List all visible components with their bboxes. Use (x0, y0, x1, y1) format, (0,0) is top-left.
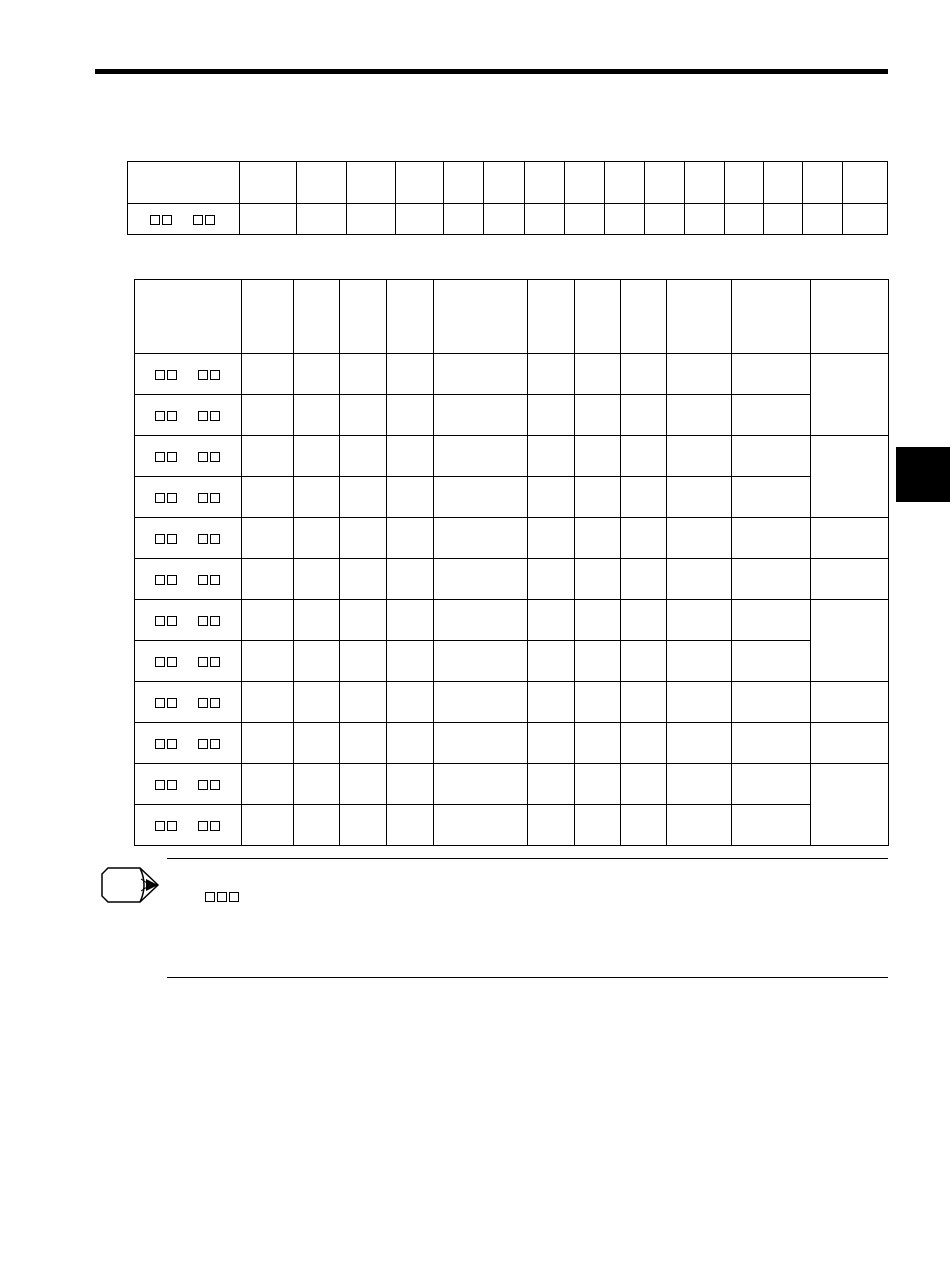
table-cell (242, 477, 294, 518)
table-cell (621, 805, 667, 846)
table-cell (732, 641, 811, 682)
table-cell (242, 518, 294, 559)
header-cell (732, 280, 811, 354)
table-cell (621, 395, 667, 436)
table-cell (528, 518, 575, 559)
table-cell (575, 764, 621, 805)
table-cell (575, 395, 621, 436)
table-cell (732, 559, 811, 600)
pencil-note-icon (100, 866, 164, 904)
table-cell (387, 559, 434, 600)
table-cell (340, 518, 387, 559)
table-cell (444, 204, 484, 235)
header-cell (444, 162, 484, 204)
table-cell (294, 477, 340, 518)
group-cell (811, 354, 889, 436)
header-cell (484, 162, 525, 204)
table-cell (340, 395, 387, 436)
table-cell (396, 204, 444, 235)
table-row (135, 764, 889, 805)
table-cell (242, 682, 294, 723)
table-cell (528, 805, 575, 846)
table-cell (340, 559, 387, 600)
table-cell (528, 436, 575, 477)
header-cell (340, 280, 387, 354)
table-cell (294, 723, 340, 764)
table-cell (575, 682, 621, 723)
table-cell (575, 354, 621, 395)
table-cell (434, 518, 528, 559)
table-cell (434, 436, 528, 477)
table-cell (667, 354, 732, 395)
table-cell (242, 641, 294, 682)
header-cell (240, 162, 297, 204)
header-cell (396, 162, 444, 204)
table-cell (732, 477, 811, 518)
table-cell (387, 518, 434, 559)
table-cell (605, 204, 645, 235)
model-code-cell (135, 764, 242, 805)
table-cell (575, 723, 621, 764)
table-cell (732, 600, 811, 641)
table-cell (340, 723, 387, 764)
table-cell (242, 354, 294, 395)
table-cell (434, 641, 528, 682)
table-row (135, 641, 889, 682)
group-cell (811, 682, 889, 723)
table-cell (528, 559, 575, 600)
table-cell (434, 395, 528, 436)
header-cell (802, 162, 842, 204)
header-cell (621, 280, 667, 354)
header-cell (525, 162, 565, 204)
table-cell (434, 354, 528, 395)
model-code-cell (135, 518, 242, 559)
header-cell (645, 162, 685, 204)
table-cell (621, 559, 667, 600)
table-cell (575, 436, 621, 477)
model-code-cell (135, 477, 242, 518)
header-cell (346, 162, 395, 204)
table-cell (294, 600, 340, 641)
table-cell (732, 682, 811, 723)
table-cell (484, 204, 525, 235)
table-cell (242, 559, 294, 600)
table-cell (340, 682, 387, 723)
table-cell (667, 805, 732, 846)
table-cell (685, 204, 725, 235)
table-cell (667, 764, 732, 805)
table-cell (732, 354, 811, 395)
table-cell (802, 204, 842, 235)
header-cell (842, 162, 887, 204)
group-cell (811, 723, 889, 764)
table-row (135, 354, 889, 395)
table-cell (294, 354, 340, 395)
table-cell (387, 436, 434, 477)
table-cell (528, 354, 575, 395)
table-header-row (135, 280, 889, 354)
table-cell (294, 518, 340, 559)
table-cell (242, 723, 294, 764)
table-row (135, 723, 889, 764)
header-cell (565, 162, 605, 204)
table-cell (340, 436, 387, 477)
chapter-tab (896, 447, 950, 502)
table-cell (528, 764, 575, 805)
table-cell (294, 682, 340, 723)
table-cell (387, 477, 434, 518)
table-cell (575, 600, 621, 641)
table-cell (667, 682, 732, 723)
header-cell (128, 162, 240, 204)
table-cell (763, 204, 802, 235)
table-cell (621, 436, 667, 477)
table-cell (621, 477, 667, 518)
header-cell (575, 280, 621, 354)
table-cell (528, 600, 575, 641)
group-cell (811, 600, 889, 682)
table-cell (387, 805, 434, 846)
table-cell (842, 204, 887, 235)
header-cell (135, 280, 242, 354)
table-cell (242, 600, 294, 641)
table-cell (294, 559, 340, 600)
table-cell (297, 204, 346, 235)
table-cell (242, 436, 294, 477)
table-row (135, 559, 889, 600)
spec-table-main (134, 279, 889, 846)
model-code-cell (135, 600, 242, 641)
header-cell (685, 162, 725, 204)
group-cell (811, 764, 889, 846)
model-code-cell (135, 436, 242, 477)
table-cell (528, 395, 575, 436)
table-cell (621, 641, 667, 682)
table-cell (340, 600, 387, 641)
table-cell (667, 641, 732, 682)
table-row (135, 600, 889, 641)
table-cell (645, 204, 685, 235)
table-cell (242, 764, 294, 805)
model-code-cell (128, 204, 240, 235)
table-cell (387, 723, 434, 764)
table-cell (732, 805, 811, 846)
note-text (205, 888, 241, 903)
table-cell (621, 682, 667, 723)
table-cell (732, 764, 811, 805)
table-cell (528, 641, 575, 682)
table-cell (732, 436, 811, 477)
table-cell (240, 204, 297, 235)
table-cell (294, 436, 340, 477)
table-cell (667, 477, 732, 518)
table-cell (621, 723, 667, 764)
table-row (135, 682, 889, 723)
table-cell (340, 354, 387, 395)
table-cell (340, 641, 387, 682)
table-cell (575, 805, 621, 846)
header-cell (763, 162, 802, 204)
note-top-rule (167, 858, 888, 859)
model-code-cell (135, 395, 242, 436)
table-cell (528, 723, 575, 764)
table-cell (434, 723, 528, 764)
table-cell (575, 518, 621, 559)
table-cell (621, 518, 667, 559)
table-cell (387, 764, 434, 805)
table-cell (434, 764, 528, 805)
table-cell (294, 805, 340, 846)
table-cell (667, 395, 732, 436)
table-cell (621, 600, 667, 641)
group-cell (811, 559, 889, 600)
table-cell (340, 764, 387, 805)
header-cell (724, 162, 763, 204)
group-cell (811, 518, 889, 559)
table-cell (294, 641, 340, 682)
model-code-cell (135, 682, 242, 723)
table-row (128, 204, 888, 235)
table-cell (575, 641, 621, 682)
table-header-row (128, 162, 888, 204)
header-rule (95, 69, 888, 74)
table-row (135, 805, 889, 846)
header-cell (667, 280, 732, 354)
table-cell (732, 723, 811, 764)
table-cell (340, 477, 387, 518)
header-cell (605, 162, 645, 204)
table-cell (387, 682, 434, 723)
spec-table-top (127, 161, 888, 235)
header-cell (242, 280, 294, 354)
table-cell (387, 395, 434, 436)
table-cell (667, 436, 732, 477)
header-cell (297, 162, 346, 204)
table-cell (621, 764, 667, 805)
table-row (135, 436, 889, 477)
model-code-cell (135, 805, 242, 846)
header-cell (434, 280, 528, 354)
table-cell (434, 682, 528, 723)
table-cell (294, 395, 340, 436)
table-cell (387, 600, 434, 641)
table-cell (667, 559, 732, 600)
model-code-cell (135, 641, 242, 682)
header-cell (387, 280, 434, 354)
table-cell (387, 641, 434, 682)
model-code-cell (135, 354, 242, 395)
table-cell (346, 204, 395, 235)
table-cell (242, 395, 294, 436)
table-cell (732, 395, 811, 436)
group-cell (811, 436, 889, 518)
table-cell (434, 600, 528, 641)
table-cell (294, 764, 340, 805)
table-cell (724, 204, 763, 235)
table-cell (340, 805, 387, 846)
table-cell (575, 559, 621, 600)
model-code-cell (135, 723, 242, 764)
header-cell (811, 280, 889, 354)
table-cell (732, 518, 811, 559)
table-cell (575, 477, 621, 518)
model-code-cell (135, 559, 242, 600)
table-row (135, 477, 889, 518)
table-cell (434, 805, 528, 846)
table-cell (242, 805, 294, 846)
table-cell (434, 477, 528, 518)
table-cell (667, 518, 732, 559)
table-cell (621, 354, 667, 395)
table-cell (525, 204, 565, 235)
table-cell (565, 204, 605, 235)
table-row (135, 518, 889, 559)
table-row (135, 395, 889, 436)
table-cell (387, 354, 434, 395)
header-cell (294, 280, 340, 354)
table-cell (667, 723, 732, 764)
table-cell (667, 600, 732, 641)
header-cell (528, 280, 575, 354)
table-cell (528, 477, 575, 518)
note-bottom-rule (167, 977, 888, 978)
table-cell (434, 559, 528, 600)
table-cell (528, 682, 575, 723)
